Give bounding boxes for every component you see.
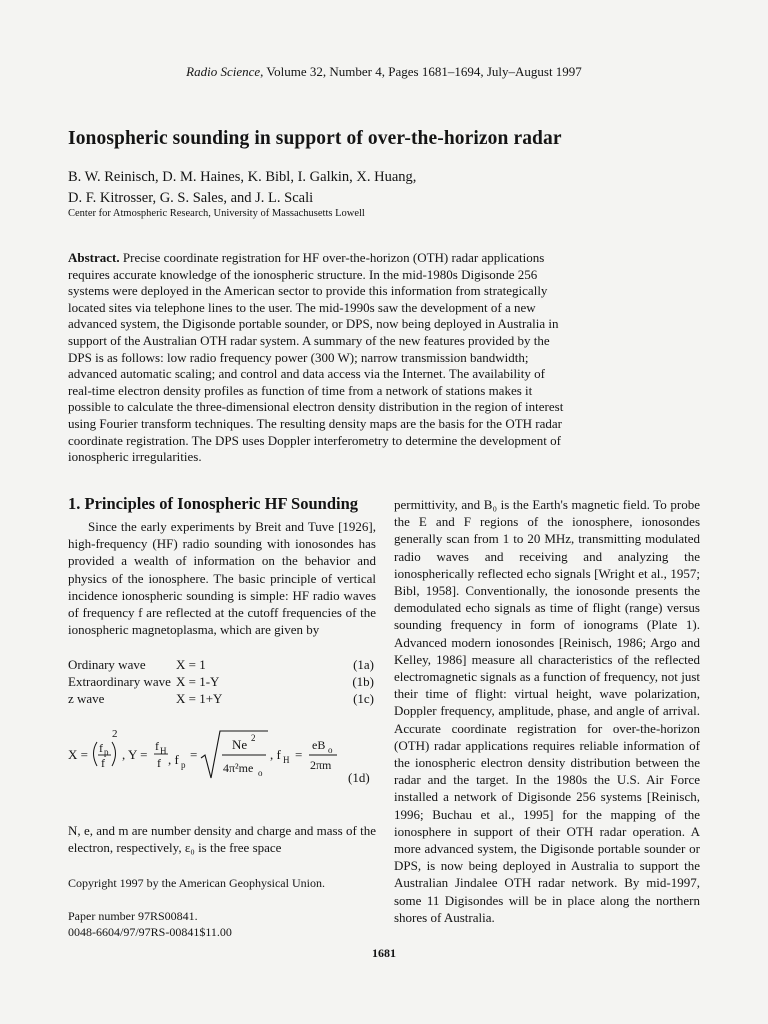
- eq-fp-num: Ne: [232, 737, 248, 752]
- equation-1d: [68, 728, 376, 808]
- eq-open-paren: [94, 742, 98, 766]
- eq-x-den: f: [101, 756, 105, 770]
- eq-fp-den-sub: o: [258, 768, 263, 778]
- paper-number: Paper number 97RS00841.: [68, 909, 198, 923]
- journal-name: Radio Science: [186, 64, 261, 79]
- paper-title: Ionospheric sounding in support of over-the-horizon radar: [68, 128, 562, 149]
- affiliation: Center for Atmospheric Research, University of Massachusetts Lowell: [68, 208, 365, 219]
- section-heading: 1. Principles of Ionospheric HF Sounding: [68, 494, 359, 513]
- abstract: [68, 250, 564, 466]
- author-line-2: D. F. Kitrosser, G. S. Sales, and J. L. Scali: [68, 190, 314, 206]
- eq-x-exp: 2: [112, 728, 118, 740]
- eq-fh-num: eB: [312, 738, 326, 752]
- eq-y-den: f: [157, 756, 161, 770]
- paper-identifiers: [68, 908, 232, 940]
- equation-label: z wave: [68, 691, 105, 706]
- eq-fh-num-sub: o: [328, 745, 333, 755]
- abstract-text: Precise coordinate registration for HF over-the-horizon (OTH) radar applications requires accurate knowledge of the ionospheric structure. In the mid-1980s Digisonde 256 systems were deployed in the American sector to provide this information from strategically located sites via telephone lines to the user. The mid-1990s saw the development of a new advanced system, the Digisonde portable sounder, or DPS, now being deployed in Australia in support of the Australian OTH radar system. A summary of the new features provided by the DPS is as follows: low radio frequency power (300 W); narrow transmission bandwidth; advanced automatic scaling; and control and data access via the Internet. The availability of real-time electron density profiles as function of time from a network of stations makes it possible to calculate the three-dimensional electron density distribution in the region of interest using Fourier transform techniques. The resulting density maps are the basis for the OTH radar coordinate registration. The DPS uses Doppler interferometry to determine the development of ionospheric irregularities.: [68, 250, 564, 465]
- eq-fp-num-sup: 2: [251, 733, 256, 743]
- author-line-1: B. W. Reinisch, D. M. Haines, K. Bibl, I. Galkin, X. Huang,: [68, 169, 417, 185]
- symbol-definition-paragraph: N, e, and m are number density and charge and mass of the electron, respectively, ε₀ is the free space: [68, 823, 376, 856]
- eq-y-num: f: [155, 739, 159, 753]
- journal-issue: , Volume 32, Number 4, Pages 1681–1694, July–August 1997: [260, 64, 582, 79]
- equation-expr: X = 1+Y: [176, 691, 223, 706]
- abstract-label: Abstract.: [68, 250, 120, 265]
- author-list: [68, 167, 416, 209]
- equation-expr: X = 1-Y: [176, 674, 220, 689]
- eq-x-num: f: [99, 741, 103, 755]
- intro-paragraph: Since the early experiments by Breit and Tuve [1926], high-frequency (HF) radio sounding with ionosondes has provided a wealth of information on the behavior and physics of the ionosphere. The basic principle of vertical incidence ionospheric sounding is simple: HF radio waves of frequency f are reflected at the cutoff frequencies of the ionospheric magnetoplasma, which are given by: [68, 519, 376, 638]
- journal-citation: [0, 64, 768, 80]
- eq-fh-sub: H: [283, 755, 290, 765]
- right-column-text: permittivity, and B₀ is the Earth's magnetic field. To probe the E and F regions of the ionosphere, ionosondes generally scan from 1 to 20 MHz, transmitting modulated radio waves and receiving and analyzing the ionospherically reflected echo signals [Wright et al., 1957; Bibl, 1958]. Conventionally, the ionosonde presents the demodulated echo signals as time of flight (range) versus sounding frequency in form of ionograms (Plate 1). Advanced modern ionosondes [Reinisch, 1986; Argo and Kelley, 1986] measure all characteristics of the reflected electromagnetic signals as a function of frequency, not just their time of flight: virtual height, wave polarization, Doppler frequency, amplitude, phase, and angle of arrival. Accurate coordinate registration for over-the-horizon (OTH) radar applications requires reliable information of the ionospheric electron density distribution between the radar and the target. In the 1980s the U.S. Air Force installed a network of Digisonde 256 systems [Reinisch, 1996; Buchau et al., 1995] for the mapping of the ionosphere in support of their OTH radar operation. A more advanced system, the Digisonde portable sounder or DPS, is now being deployed in Australia to support the Australian Jindalee OTH radar network. By mid-1997, some 11 Digisondes will be in place along the northern shores of Australia.: [394, 497, 700, 925]
- equation-number: (1a): [353, 657, 374, 672]
- eq-close-paren: [112, 742, 116, 766]
- eq-fh-den: 2πm: [310, 758, 332, 772]
- page-number: 1681: [372, 946, 396, 960]
- eq-x-lhs: X =: [68, 747, 88, 762]
- equation-number: (1d): [348, 770, 370, 785]
- equation-1b: [68, 674, 374, 691]
- equation-number: (1b): [352, 674, 374, 689]
- eq-x-num-sub: p: [104, 747, 109, 757]
- eq-y-lhs: , Y =: [122, 747, 148, 762]
- equation-number: (1c): [353, 691, 374, 706]
- equation-expr: X = 1: [176, 657, 206, 672]
- eq-fp-equals: =: [190, 747, 198, 762]
- eq-fh-equals: =: [295, 747, 303, 762]
- equation-1a: [68, 657, 374, 674]
- eq-fp-lhs: , f: [168, 752, 179, 767]
- equation-label: Extraordinary wave: [68, 674, 171, 689]
- copyright-notice: Copyright 1997 by the American Geophysical Union.: [68, 876, 325, 890]
- equation-label: Ordinary wave: [68, 657, 146, 672]
- equation-1c: [68, 691, 374, 708]
- eq-fp-den: 4π²me: [223, 761, 254, 775]
- eq-y-num-sub: H: [160, 746, 167, 756]
- eq-fp-sub: p: [181, 760, 186, 770]
- eq-fh-lhs: , f: [270, 747, 281, 762]
- issn-code: 0048-6604/97/97RS-00841$11.00: [68, 925, 232, 939]
